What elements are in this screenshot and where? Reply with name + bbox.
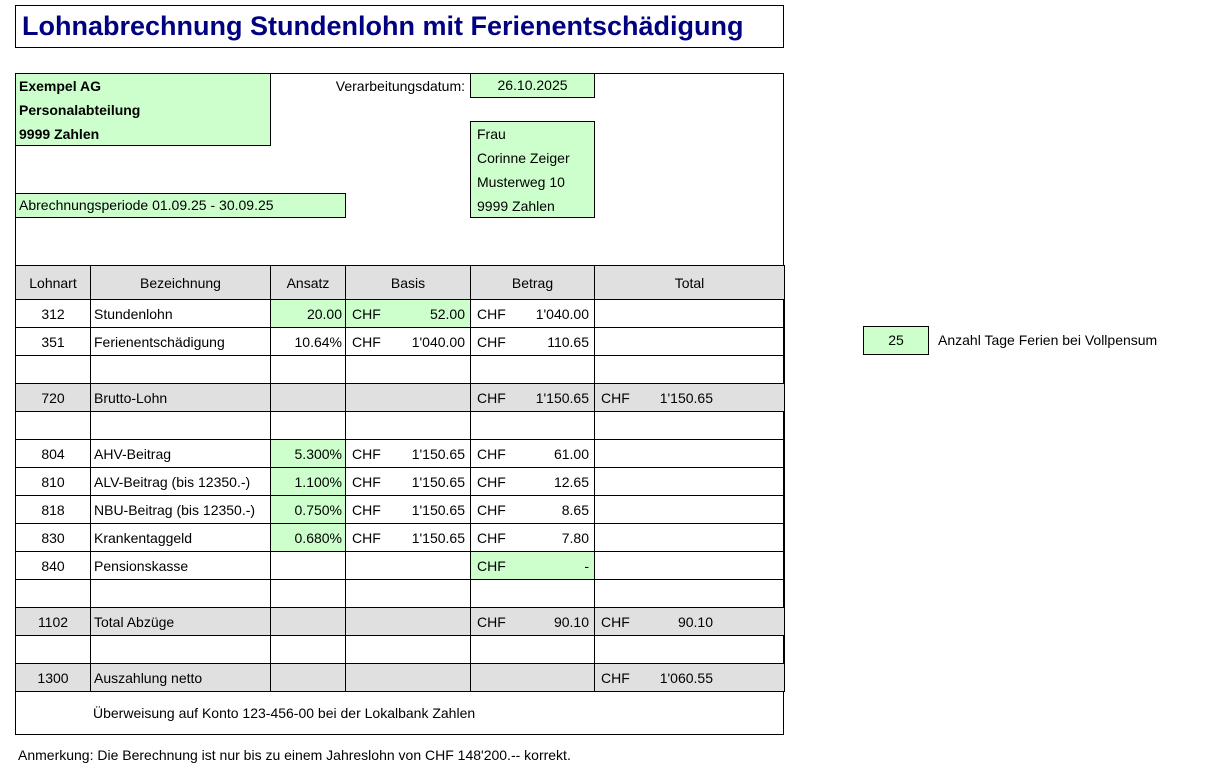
table-row bbox=[16, 300, 785, 328]
amount-value bbox=[471, 474, 594, 490]
rate-cell bbox=[271, 384, 346, 412]
basis-value bbox=[346, 306, 470, 322]
empty-cell bbox=[91, 636, 271, 664]
amount-currency: CHF bbox=[477, 501, 506, 518]
empty-cell bbox=[346, 412, 471, 440]
table-row bbox=[16, 524, 785, 552]
basis-cell bbox=[346, 496, 471, 524]
total-number: 1'060.55 bbox=[659, 669, 713, 686]
empty-cell bbox=[471, 412, 595, 440]
recipient-city: 9999 Zahlen bbox=[477, 198, 555, 214]
header-bezeichnung: Bezeichnung bbox=[91, 266, 271, 300]
basis-currency: CHF bbox=[352, 305, 381, 322]
footnote: Anmerkung: Die Berechnung ist nur bis zu einem Jahreslohn von CHF 148'200.-- korrekt. bbox=[18, 747, 571, 763]
total-number: 1'150.65 bbox=[659, 389, 713, 406]
recipient-street: Musterweg 10 bbox=[477, 174, 565, 190]
billing-period-cell[interactable]: Abrechnungsperiode 01.09.25 - 30.09.25 bbox=[15, 193, 346, 218]
rate-cell bbox=[271, 608, 346, 636]
basis-cell bbox=[346, 524, 471, 552]
lohnart-cell: 720 bbox=[16, 384, 91, 412]
empty-cell bbox=[271, 580, 346, 608]
basis-cell[interactable] bbox=[346, 300, 471, 328]
table-spacer-row bbox=[16, 412, 785, 440]
basis-amount: 52.00 bbox=[429, 305, 465, 322]
recipient-address[interactable] bbox=[470, 121, 595, 218]
header-total: Total bbox=[595, 266, 785, 300]
amount-value bbox=[471, 306, 594, 322]
total-cell bbox=[595, 496, 785, 524]
amount-number: 1'040.00 bbox=[535, 305, 589, 322]
total-cell bbox=[595, 440, 785, 468]
table-row bbox=[16, 468, 785, 496]
vacation-days-label: Anzahl Tage Ferien bei Vollpensum bbox=[938, 332, 1158, 348]
table-spacer-row bbox=[16, 580, 785, 608]
amount-currency: CHF bbox=[477, 529, 506, 546]
lohnart-cell: 1102 bbox=[16, 608, 91, 636]
basis-value bbox=[346, 334, 470, 350]
basis-value bbox=[346, 446, 470, 462]
header-betrag: Betrag bbox=[471, 266, 595, 300]
company-address[interactable] bbox=[15, 73, 271, 146]
table-row bbox=[16, 328, 785, 356]
amount-number: 90.10 bbox=[553, 613, 589, 630]
empty-cell bbox=[271, 412, 346, 440]
total-cell bbox=[595, 384, 785, 412]
amount-value bbox=[471, 502, 594, 518]
amount-number: - bbox=[584, 557, 589, 574]
amount-cell bbox=[471, 384, 595, 412]
basis-cell bbox=[346, 552, 471, 580]
description-cell: Stundenlohn bbox=[91, 300, 271, 328]
page-title: Lohnabrechnung Stundenlohn mit Ferienentschädigung bbox=[15, 5, 784, 48]
table-row bbox=[16, 496, 785, 524]
description-cell: Ferienentschädigung bbox=[91, 328, 271, 356]
total-number: 90.10 bbox=[677, 613, 713, 630]
amount-number: 7.80 bbox=[561, 529, 589, 546]
lohnart-cell: 351 bbox=[16, 328, 91, 356]
basis-cell bbox=[346, 328, 471, 356]
total-value bbox=[595, 390, 784, 406]
basis-cell bbox=[346, 440, 471, 468]
empty-cell bbox=[271, 356, 346, 384]
amount-value bbox=[471, 530, 594, 546]
amount-value bbox=[471, 334, 594, 350]
amount-number: 61.00 bbox=[553, 445, 589, 462]
empty-cell bbox=[91, 580, 271, 608]
total-cell bbox=[595, 552, 785, 580]
rate-cell bbox=[271, 552, 346, 580]
description-cell: AHV-Beitrag bbox=[91, 440, 271, 468]
table-spacer-row bbox=[16, 636, 785, 664]
table-row bbox=[16, 440, 785, 468]
amount-currency: CHF bbox=[477, 333, 506, 350]
vacation-days-cell[interactable]: 25 bbox=[863, 326, 929, 355]
processing-date-label: Verarbeitungsdatum: bbox=[335, 78, 465, 94]
basis-currency: CHF bbox=[352, 333, 381, 350]
amount-cell bbox=[471, 328, 595, 356]
empty-cell bbox=[595, 356, 785, 384]
empty-cell bbox=[16, 636, 91, 664]
amount-cell bbox=[471, 300, 595, 328]
lohnart-cell: 840 bbox=[16, 552, 91, 580]
table-row bbox=[16, 552, 785, 580]
table-row bbox=[16, 384, 785, 412]
empty-cell bbox=[91, 356, 271, 384]
amount-cell bbox=[471, 524, 595, 552]
basis-value bbox=[346, 474, 470, 490]
total-cell bbox=[595, 664, 785, 692]
description-cell: ALV-Beitrag (bis 12350.-) bbox=[91, 468, 271, 496]
description-cell: Pensionskasse bbox=[91, 552, 271, 580]
header-basis: Basis bbox=[346, 266, 471, 300]
description-cell: Auszahlung netto bbox=[91, 664, 271, 692]
total-value bbox=[595, 614, 784, 630]
basis-amount: 1'150.65 bbox=[411, 445, 465, 462]
empty-cell bbox=[346, 580, 471, 608]
empty-cell bbox=[471, 356, 595, 384]
description-cell: NBU-Beitrag (bis 12350.-) bbox=[91, 496, 271, 524]
basis-currency: CHF bbox=[352, 501, 381, 518]
lohnart-cell: 818 bbox=[16, 496, 91, 524]
rate-cell[interactable]: 5.300% bbox=[271, 440, 346, 468]
table-row bbox=[16, 608, 785, 636]
empty-cell bbox=[16, 356, 91, 384]
basis-cell bbox=[346, 664, 471, 692]
amount-cell bbox=[471, 440, 595, 468]
description-cell: Total Abzüge bbox=[91, 608, 271, 636]
table-header-row bbox=[16, 266, 785, 300]
empty-cell bbox=[471, 636, 595, 664]
amount-value bbox=[471, 614, 594, 630]
company-city: 9999 Zahlen bbox=[19, 126, 100, 142]
total-cell bbox=[595, 608, 785, 636]
empty-cell bbox=[471, 580, 595, 608]
basis-currency: CHF bbox=[352, 445, 381, 462]
description-cell: Brutto-Lohn bbox=[91, 384, 271, 412]
amount-cell bbox=[471, 608, 595, 636]
total-cell bbox=[595, 300, 785, 328]
table-spacer-row bbox=[16, 356, 785, 384]
basis-amount: 1'150.65 bbox=[411, 501, 465, 518]
empty-cell bbox=[595, 412, 785, 440]
company-department: Personalabteilung bbox=[19, 102, 141, 118]
rate-cell bbox=[271, 664, 346, 692]
rate-cell[interactable]: 1.100% bbox=[271, 468, 346, 496]
amount-cell bbox=[471, 496, 595, 524]
recipient-name: Corinne Zeiger bbox=[477, 150, 570, 166]
empty-cell bbox=[346, 636, 471, 664]
basis-cell bbox=[346, 608, 471, 636]
description-cell: Krankentaggeld bbox=[91, 524, 271, 552]
amount-currency: CHF bbox=[477, 389, 506, 406]
rate-cell: 10.64% bbox=[271, 328, 346, 356]
transfer-note: Überweisung auf Konto 123-456-00 bei der Lokalbank Zahlen bbox=[93, 705, 476, 721]
amount-cell[interactable] bbox=[471, 552, 595, 580]
amount-number: 110.65 bbox=[547, 333, 589, 350]
amount-value bbox=[471, 558, 594, 574]
lohnart-cell: 830 bbox=[16, 524, 91, 552]
basis-amount: 1'150.65 bbox=[411, 529, 465, 546]
empty-cell bbox=[346, 356, 471, 384]
total-cell bbox=[595, 328, 785, 356]
header-ansatz: Ansatz bbox=[271, 266, 346, 300]
lohnart-cell: 312 bbox=[16, 300, 91, 328]
basis-value bbox=[346, 530, 470, 546]
empty-cell bbox=[91, 412, 271, 440]
processing-date-cell[interactable]: 26.10.2025 bbox=[470, 73, 595, 98]
total-value bbox=[595, 670, 784, 686]
recipient-salutation: Frau bbox=[477, 126, 506, 142]
total-currency: CHF bbox=[601, 389, 630, 406]
company-name: Exempel AG bbox=[19, 78, 101, 94]
amount-number: 12.65 bbox=[553, 473, 589, 490]
basis-currency: CHF bbox=[352, 473, 381, 490]
amount-currency: CHF bbox=[477, 445, 506, 462]
amount-number: 8.65 bbox=[561, 501, 589, 518]
rate-cell[interactable]: 0.680% bbox=[271, 524, 346, 552]
total-cell bbox=[595, 524, 785, 552]
amount-value bbox=[471, 390, 594, 406]
total-currency: CHF bbox=[601, 669, 630, 686]
rate-cell[interactable]: 0.750% bbox=[271, 496, 346, 524]
total-currency: CHF bbox=[601, 613, 630, 630]
amount-cell bbox=[471, 664, 595, 692]
empty-cell bbox=[595, 580, 785, 608]
amount-currency: CHF bbox=[477, 305, 506, 322]
lohnart-cell: 810 bbox=[16, 468, 91, 496]
basis-currency: CHF bbox=[352, 529, 381, 546]
empty-cell bbox=[271, 636, 346, 664]
empty-cell bbox=[595, 636, 785, 664]
basis-cell bbox=[346, 384, 471, 412]
amount-cell bbox=[471, 468, 595, 496]
empty-cell bbox=[16, 412, 91, 440]
basis-value bbox=[346, 502, 470, 518]
table-row bbox=[16, 664, 785, 692]
empty-cell bbox=[16, 580, 91, 608]
basis-amount: 1'150.65 bbox=[411, 473, 465, 490]
lohnart-cell: 1300 bbox=[16, 664, 91, 692]
basis-amount: 1'040.00 bbox=[411, 333, 465, 350]
total-cell bbox=[595, 468, 785, 496]
amount-value bbox=[471, 446, 594, 462]
header-lohnart: Lohnart bbox=[16, 266, 91, 300]
amount-currency: CHF bbox=[477, 473, 506, 490]
basis-cell bbox=[346, 468, 471, 496]
payroll-table bbox=[15, 265, 785, 692]
rate-cell[interactable]: 20.00 bbox=[271, 300, 346, 328]
amount-currency: CHF bbox=[477, 613, 506, 630]
amount-currency: CHF bbox=[477, 557, 506, 574]
amount-number: 1'150.65 bbox=[535, 389, 589, 406]
lohnart-cell: 804 bbox=[16, 440, 91, 468]
